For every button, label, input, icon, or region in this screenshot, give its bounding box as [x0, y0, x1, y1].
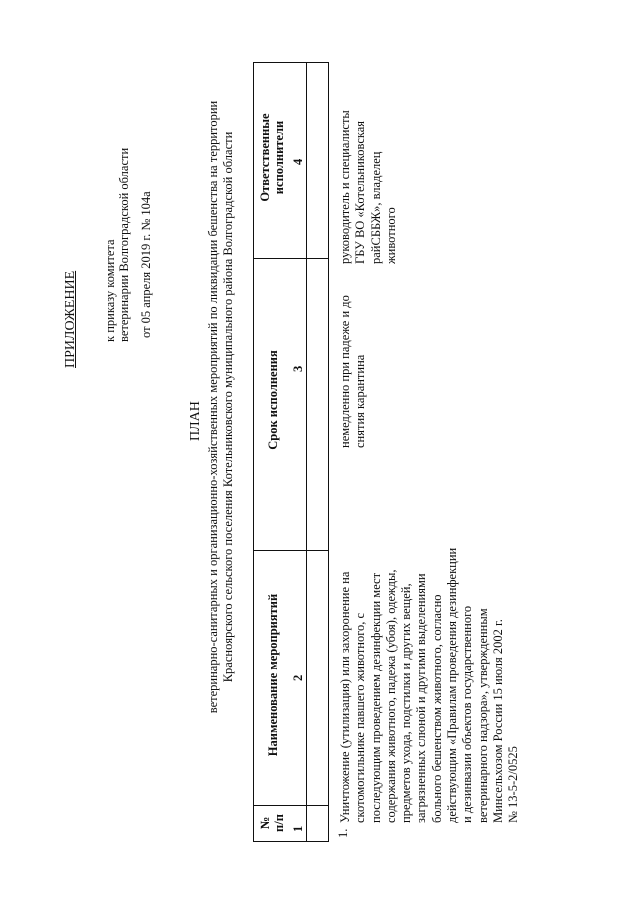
item-number: 1. — [336, 828, 350, 838]
appendix-title: ПРИЛОЖЕНИЕ — [63, 270, 78, 368]
measure-line: больного бешенством животного, согласно — [429, 594, 444, 823]
executor-line: ГБУ ВО «Котельниковская — [353, 120, 368, 264]
executor-line: животного — [383, 207, 398, 264]
measure-description — [338, 478, 522, 823]
measure-line: ветеринарного надзора», утвержденным — [475, 608, 490, 823]
header-deadline: Срок исполнения — [266, 350, 280, 450]
measure-line: последующим проведением дезинфекции мест — [368, 572, 383, 823]
header-executors — [258, 65, 286, 250]
deadline-line: снятия карантина — [353, 354, 368, 448]
plan-subtitle-line: ветеринарно-санитарных и организационно-хозяйственных мероприятий по ликвидации бешенства на территории — [206, 100, 220, 714]
table-row-divider — [306, 62, 307, 842]
header-number-line: п/п — [272, 814, 286, 832]
plan-subtitle-line: Краснoярского сельского поселения Котельниковского муниципального района Волгоградской области — [221, 131, 235, 683]
measure-line: скотомогильнике павшего животного, с — [353, 612, 368, 823]
column-index: 4 — [291, 158, 305, 165]
header-executors-line: Ответственные — [258, 113, 272, 202]
column-index: 3 — [291, 365, 305, 372]
order-reference — [103, 148, 131, 342]
table-column-divider — [253, 258, 329, 259]
measure-line: Минсельхозом России 15 июля 2002 г. — [490, 619, 505, 823]
header-executors-line: исполнители — [272, 120, 286, 195]
deadline-description — [338, 288, 369, 448]
table-column-divider — [253, 550, 329, 551]
header-number-line: № — [258, 816, 272, 830]
measure-line: предметов ухода, подстилки и других вещей, — [399, 583, 414, 823]
executor-line: руководитель и специалисты — [338, 110, 352, 264]
executor-line: райСББЖ», владелец — [368, 151, 383, 264]
executors-description — [338, 74, 399, 264]
plan-title: ПЛАН — [188, 401, 203, 441]
order-date: от 05 апреля 2019 г. № 104а — [139, 191, 153, 338]
measure-line: № 13-5-2/0525 — [506, 746, 521, 823]
header-measures: Наименование мероприятий — [266, 593, 280, 757]
order-reference-line: к приказу комитета — [103, 239, 117, 342]
measure-line: Уничтожение (утилизация) или захоронение на — [338, 571, 352, 823]
measure-line: содержания животного, падежа (убоя), одежды, — [383, 569, 398, 823]
deadline-line: немедленно при падеже и до — [338, 295, 352, 448]
column-index: 1 — [291, 825, 305, 832]
table-column-divider — [253, 805, 329, 806]
plan-subtitle — [206, 87, 236, 727]
measure-line: действующим «Правилам проведения дезинфекции — [445, 547, 460, 823]
header-number — [258, 808, 286, 838]
measure-line: и дезинвазии объектов государственного — [460, 605, 475, 823]
column-index: 2 — [291, 674, 305, 681]
order-reference-line: ветеринарии Волгоградской области — [117, 147, 131, 342]
measure-line: загрязненных слюной и другими выделениями — [414, 573, 429, 823]
